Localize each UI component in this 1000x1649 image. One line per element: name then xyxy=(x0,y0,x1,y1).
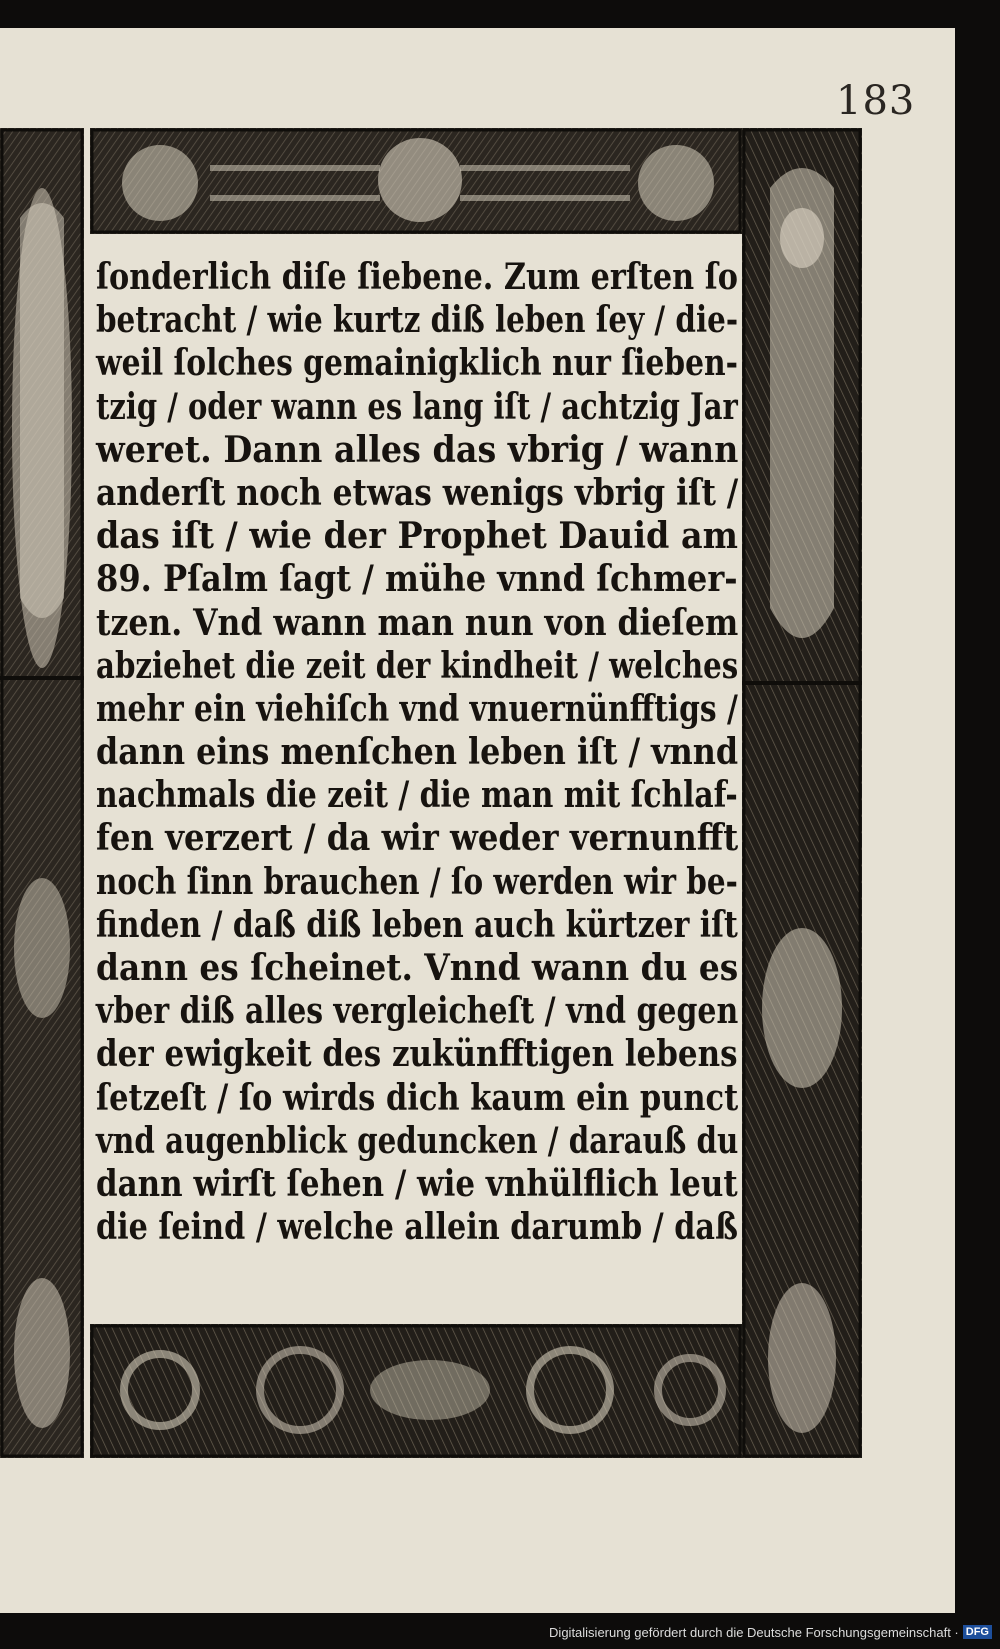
text-line: das iſt / wie der Prophet Dauid am xyxy=(96,515,738,558)
text-line: mehr ein viehiſch vnd vnuernünfftigs / xyxy=(96,687,738,730)
text-line: vnd augenblick geduncken / darauß du xyxy=(96,1119,739,1162)
text-block xyxy=(96,256,738,1249)
text-line: dann eins menſchen leben iſt / vnnd xyxy=(96,731,739,774)
text-line: tzen. Vnd wann man nun von dieſem xyxy=(96,601,739,644)
text-line: ſonderlich diſe ſiebene. Zum erſten ſo xyxy=(96,256,738,298)
text-line: dann es ſcheinet. Vnnd wann du es xyxy=(96,947,739,989)
text-line: dann wirſt ſehen / wie vnhülflich leut xyxy=(96,1162,738,1205)
text-line: anderſt noch etwas wenigs vbrig iſt / xyxy=(96,471,739,514)
book-page xyxy=(0,28,955,1613)
text-line: finden / daß diß leben auch kürtzer iſt xyxy=(96,903,738,946)
text-line: ſetzeſt / ſo wirds dich kaum ein punct xyxy=(96,1076,739,1119)
text-line: der ewigkeit des zukünfftigen lebens xyxy=(96,1033,738,1076)
text-line: weil ſolches gemainigklich nur ſieben- xyxy=(96,342,738,385)
folio-number: 183 xyxy=(836,78,916,124)
text-line: die ſeind / welche allein darumb / daß xyxy=(96,1206,738,1249)
text-line: weret. Dann alles das vbrig / wann xyxy=(96,428,739,471)
text-line: tzig / oder wann es lang iſt / achtzig Jar xyxy=(96,385,738,428)
footer-credit: Digitalisierung gefördert durch die Deutsche Forschungsgemeinschaft · xyxy=(549,1624,959,1640)
dfg-logo: DFG xyxy=(963,1625,992,1639)
text-line: vber diß alles vergleicheſt / vnd gegen xyxy=(96,990,739,1033)
text-line: betracht / wie kurtz diß leben ſey / die- xyxy=(96,299,739,342)
text-line: 89. Pſalm ſagt / mühe vnnd ſchmer- xyxy=(96,558,738,601)
text-line: abziehet die zeit der kindheit / welches xyxy=(96,644,739,687)
text-line: nachmals die zeit / die man mit ſchlaf- xyxy=(96,774,738,817)
text-line: noch ſinn brauchen / ſo werden wir be- xyxy=(96,860,738,903)
digitization-footer xyxy=(0,1615,1000,1649)
text-line: fen verzert / da wir weder vernunfft xyxy=(96,817,739,860)
